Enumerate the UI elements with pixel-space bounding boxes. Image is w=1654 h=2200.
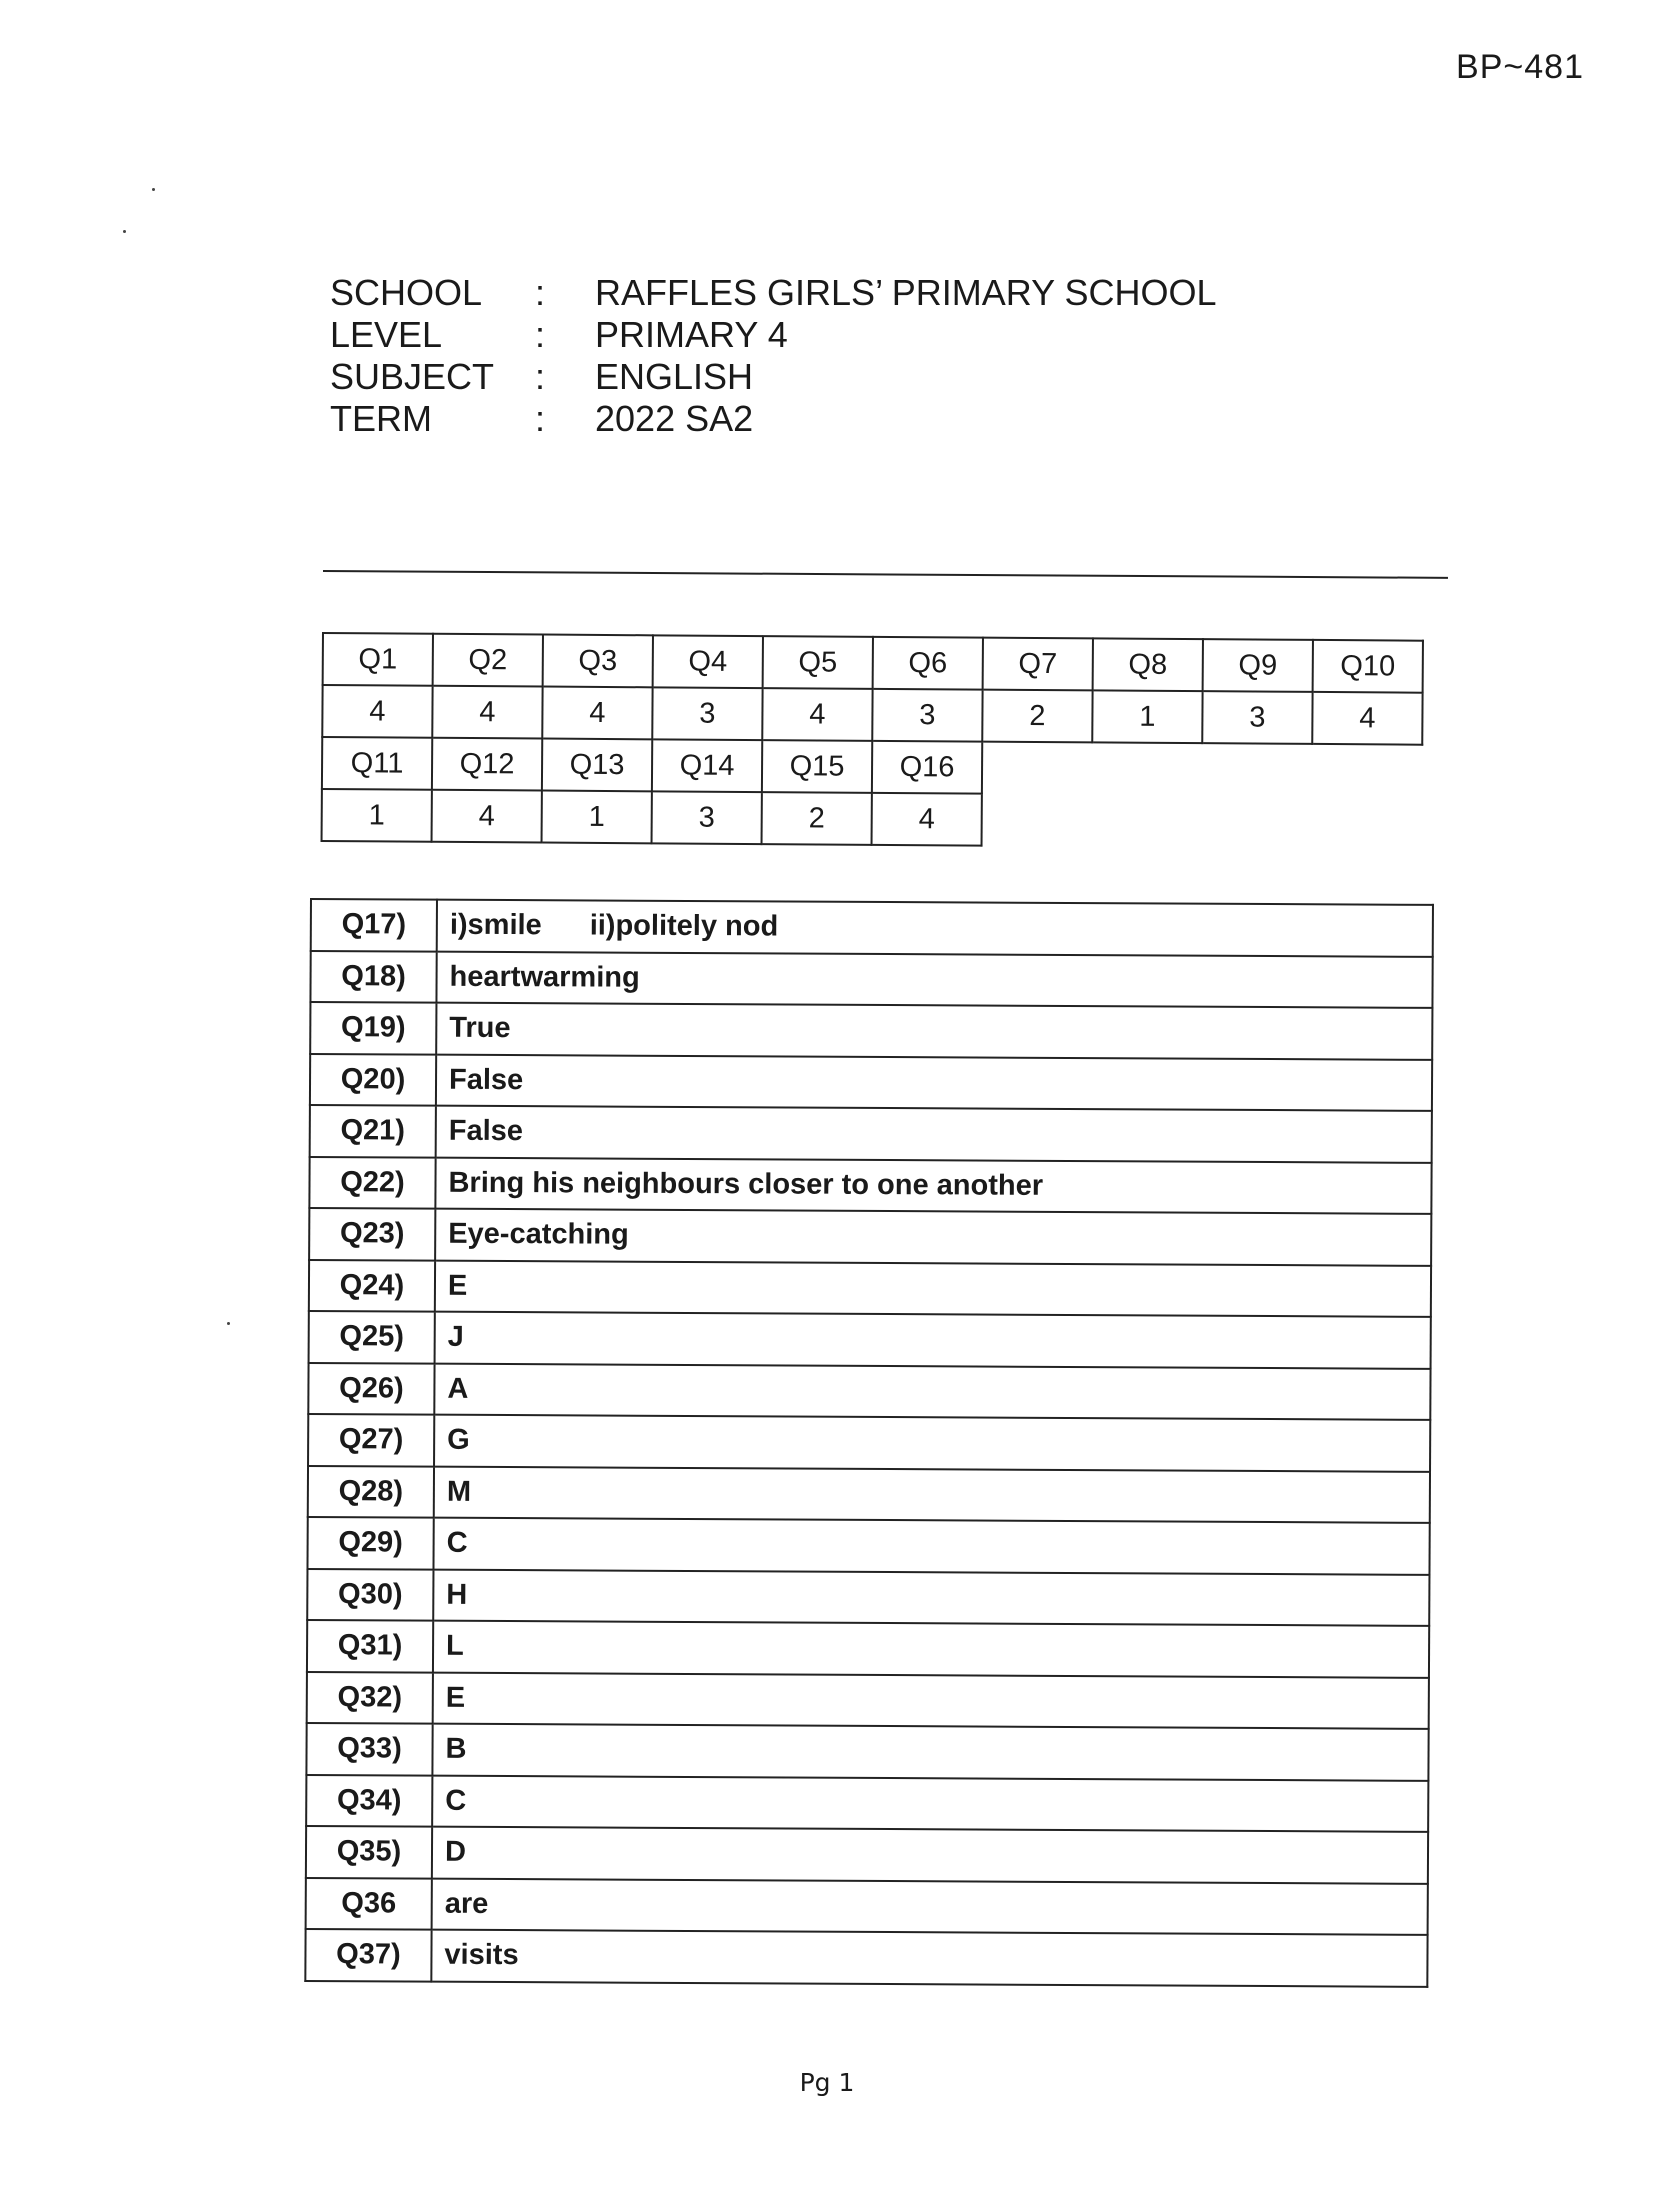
info-row-school <box>330 272 1217 314</box>
answer-text: False <box>436 1054 1432 1111</box>
answer-text: B <box>432 1724 1428 1781</box>
mcq-question-cell: Q9 <box>1203 639 1313 692</box>
header-info <box>330 272 1217 440</box>
mcq-answer-cell: 4 <box>542 687 652 740</box>
mcq-question-cell: Q2 <box>433 634 543 687</box>
mcq-question-cell: Q16 <box>872 741 982 794</box>
question-number: Q35) <box>306 1826 432 1878</box>
answer-row <box>306 1723 1428 1780</box>
answer-row <box>310 1105 1432 1162</box>
answer-row <box>307 1517 1429 1574</box>
answer-row <box>310 1002 1432 1059</box>
question-number: Q28) <box>308 1465 434 1517</box>
question-number: Q29) <box>307 1517 433 1569</box>
mcq-answer-cell: 4 <box>872 793 982 846</box>
answer-part-1: i)smile <box>449 908 542 942</box>
mcq-question-cell: Q1 <box>323 633 433 686</box>
answer-text: J <box>435 1312 1431 1369</box>
info-label: LEVEL <box>330 314 443 355</box>
info-value: 2022 SA2 <box>595 398 754 439</box>
question-number: Q34) <box>306 1774 432 1826</box>
info-row-term <box>330 398 1217 440</box>
answer-part-2: ii)politely nod <box>589 909 779 943</box>
answer-text: True <box>436 1003 1432 1060</box>
mcq-question-cell: Q10 <box>1313 640 1423 693</box>
info-value: RAFFLES GIRLS’ PRIMARY SCHOOL <box>595 272 1217 313</box>
info-colon: : <box>535 314 546 355</box>
info-row-level <box>330 314 1217 356</box>
mcq-answer-cell: 4 <box>432 790 542 843</box>
info-colon: : <box>535 356 546 397</box>
mcq-answer-cell: 4 <box>432 686 542 739</box>
mcq-answer-cell: 4 <box>1312 692 1422 745</box>
question-number: Q33) <box>306 1723 432 1775</box>
answer-row <box>309 1208 1431 1265</box>
mcq-answer-cell: 3 <box>652 687 762 740</box>
info-label: TERM <box>330 398 432 439</box>
mcq-question-cell: Q12 <box>432 738 542 791</box>
scan-speck <box>227 1322 230 1325</box>
question-number: Q21) <box>310 1105 436 1157</box>
answer-text: are <box>432 1878 1428 1935</box>
answer-row <box>309 1157 1431 1214</box>
mcq-question-cell: Q15 <box>762 740 872 793</box>
mcq-answer-cell: 1 <box>1092 690 1202 743</box>
answer-text: visits <box>431 1930 1427 1987</box>
mcq-answer-cell: 3 <box>872 689 982 742</box>
mcq-question-cell: Q11 <box>322 737 432 790</box>
mcq-question-row <box>323 633 1423 693</box>
mcq-answer-cell: 3 <box>1202 691 1312 744</box>
mcq-answer-cell: 4 <box>322 685 432 738</box>
mcq-question-cell: Q6 <box>873 637 983 690</box>
info-colon: : <box>535 398 546 439</box>
mcq-question-cell: Q7 <box>983 638 1093 691</box>
question-number: Q37) <box>305 1929 431 1981</box>
answer-text: M <box>434 1466 1430 1523</box>
question-number: Q31) <box>307 1620 433 1672</box>
question-number: Q24) <box>309 1260 435 1312</box>
question-number: Q27) <box>308 1414 434 1466</box>
answer-row <box>305 1929 1427 1986</box>
info-label: SCHOOL <box>330 272 483 313</box>
answer-text: Bring his neighbours closer to one another <box>435 1157 1431 1214</box>
info-label: SUBJECT <box>330 356 495 397</box>
info-value: PRIMARY 4 <box>595 314 788 355</box>
answer-text: D <box>432 1827 1428 1884</box>
mcq-question-row <box>322 737 1422 797</box>
answer-text: L <box>433 1621 1429 1678</box>
mcq-answer-cell: 4 <box>762 688 872 741</box>
mcq-answer-table <box>321 632 1424 850</box>
answer-row-q17 <box>311 899 1433 956</box>
answer-row <box>310 951 1432 1008</box>
answer-text: False <box>436 1106 1432 1163</box>
answer-text: G <box>434 1415 1430 1472</box>
mcq-answer-row <box>322 685 1422 745</box>
mcq-empty-space <box>982 794 1422 849</box>
mcq-question-cell: Q3 <box>543 635 653 688</box>
answer-text: E <box>433 1672 1429 1729</box>
mcq-question-cell: Q8 <box>1093 638 1203 691</box>
answer-row <box>310 1054 1432 1111</box>
answer-text: Eye-catching <box>435 1209 1431 1266</box>
answer-row <box>307 1671 1429 1728</box>
question-number: Q22) <box>309 1157 435 1209</box>
answer-text: H <box>433 1569 1429 1626</box>
open-ended-answer-table <box>304 898 1434 1987</box>
answer-text: A <box>434 1363 1430 1420</box>
question-number: Q26) <box>308 1362 434 1414</box>
question-number: Q36 <box>306 1877 432 1929</box>
info-colon: : <box>535 272 546 313</box>
answer-text: heartwarming <box>436 951 1432 1008</box>
answer-text: E <box>435 1260 1431 1317</box>
scan-speck <box>152 188 155 191</box>
page-number: Pg 1 <box>799 2068 855 2097</box>
question-number: Q25) <box>309 1311 435 1363</box>
answer-row <box>306 1826 1428 1883</box>
answer-row <box>308 1465 1430 1522</box>
mcq-question-cell: Q13 <box>542 739 652 792</box>
scan-speck <box>123 230 126 233</box>
mcq-question-cell: Q5 <box>763 636 873 689</box>
mcq-answer-cell: 1 <box>322 789 432 842</box>
question-number: Q32) <box>307 1671 433 1723</box>
question-number: Q18) <box>310 951 436 1003</box>
answer-row <box>308 1414 1430 1471</box>
divider-line <box>323 570 1448 579</box>
answer-row <box>308 1362 1430 1419</box>
answer-row <box>307 1568 1429 1625</box>
answer-row <box>309 1260 1431 1317</box>
question-number: Q19) <box>310 1002 436 1054</box>
answer-row <box>306 1877 1428 1934</box>
info-value: ENGLISH <box>595 356 754 397</box>
mcq-answer-cell: 2 <box>762 792 872 845</box>
answer-text <box>437 900 1433 957</box>
mcq-question-cell: Q14 <box>652 739 762 792</box>
question-number: Q23) <box>309 1208 435 1260</box>
mcq-answer-cell: 2 <box>982 690 1092 743</box>
answer-row <box>306 1774 1428 1831</box>
info-row-subject <box>330 356 1217 398</box>
mcq-empty-space <box>982 742 1422 797</box>
answer-row <box>309 1311 1431 1368</box>
answer-text: C <box>432 1775 1428 1832</box>
question-number: Q17) <box>311 899 437 951</box>
mcq-answer-cell: 1 <box>542 791 652 844</box>
mcq-question-cell: Q4 <box>653 635 763 688</box>
question-number: Q30) <box>307 1568 433 1620</box>
mcq-answer-cell: 3 <box>652 791 762 844</box>
mcq-answer-row <box>322 789 1422 849</box>
question-number: Q20) <box>310 1054 436 1106</box>
answer-row <box>307 1620 1429 1677</box>
answer-text: C <box>433 1518 1429 1575</box>
document-code: BP~481 <box>1456 48 1584 86</box>
